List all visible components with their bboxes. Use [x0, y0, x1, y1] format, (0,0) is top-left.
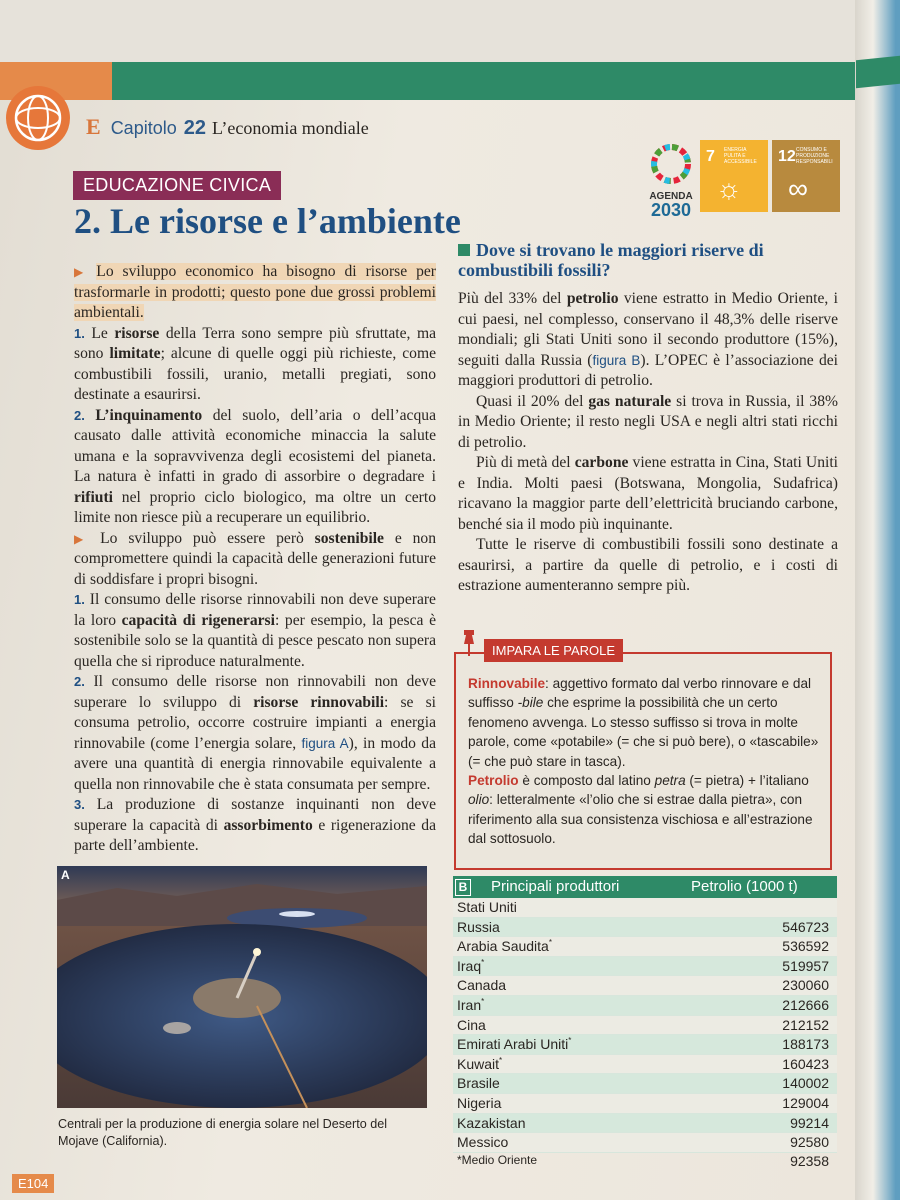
next-page-band	[856, 56, 900, 89]
chapter-number: 22	[183, 117, 206, 139]
gas-paragraph: Quasi il 20% del gas naturale si trova in Russia, il 38% in Medio Oriente; il resto negli USA e negli altri stati ricchi di petrolio.	[458, 392, 838, 451]
table-row	[453, 937, 837, 957]
oil-producers-table	[453, 876, 837, 1171]
figure-a-solar-plant-photo	[57, 866, 427, 1108]
infinity-icon: ∞	[788, 173, 808, 204]
figure-a-label: A	[61, 868, 70, 882]
middle-east-mark: *	[499, 1055, 503, 1065]
page-number: E104	[12, 1174, 54, 1193]
vocabulary-text: Rinnovabile: aggettivo formato dal verbo rinnovare e dal suffisso -bile che esprime la possibilità che un certo fenomeno avvenga. Lo stesso suffisso si trova in molte parole, come «potabile» (= che si può bere), o «tascabile» (= che può stare in tasca). Petrolio è composto dal latino petra (= pietra) + l’italiano olio: letteralmente «l’olio che si estrae dalla pietra», con riferimento alla sua consistenza vischiosa e all’estrazione dal sottosuolo.	[468, 676, 819, 847]
next-page-edge	[855, 0, 900, 1200]
table-footnote: *Medio Oriente 92358	[457, 1152, 829, 1169]
table-row	[453, 1094, 837, 1114]
chapter-header	[86, 114, 369, 140]
sdg-text: CONSUMO E PRODUZIONE RESPONSABILI	[796, 147, 833, 165]
country-cell: Messico	[457, 1134, 509, 1151]
table-row	[453, 976, 837, 996]
country-cell: Iran*	[457, 996, 485, 1013]
left-column	[74, 262, 436, 857]
country-cell: Iraq*	[457, 957, 485, 974]
value-cell: 536592	[782, 938, 829, 955]
table-row	[453, 898, 837, 918]
agenda-label: AGENDA	[649, 191, 693, 202]
figure-a-caption: Centrali per la produzione di energia solare nel Deserto del Mojave (California).	[58, 1117, 388, 1148]
coal-paragraph: Più di metà del carbone viene estratta in Cina, Stati Uniti e India. Molti paesi (Botswana, Mongolia, Sudafrica) ricavano la maggior parte dell’elettricità bruciando carbone, benché sia il modo più inquinante.	[458, 454, 838, 533]
table-row	[453, 957, 837, 977]
value-cell: 140002	[782, 1075, 829, 1092]
middle-east-mark: *	[481, 996, 485, 1006]
table-row	[453, 1133, 837, 1153]
point-2: 2. L’inquinamento del suolo, dell’aria o dell’acqua causato dalle attività economiche minaccia la salute umana e la sopravvivenza degli ecosistemi del pianeta. La natura è infatti in grado di assorbire o degradare i rifiuti nel proprio ciclo biologico, ma oltre un certo limite non riesce più a recuperare un equilibrio.	[74, 406, 436, 526]
country-cell: Nigeria	[457, 1094, 502, 1111]
pushpin-icon	[462, 630, 476, 658]
middle-east-mark: *	[481, 957, 485, 967]
sdg-12-tile	[772, 140, 840, 212]
figure-b-label: B	[455, 879, 471, 896]
table-row	[453, 1114, 837, 1134]
right-column	[458, 289, 838, 597]
intro-paragraph: ▶ Lo sviluppo economico ha bisogno di risorse per trasformarle in prodotti; questo pone due grossi problemi ambientali.	[74, 263, 436, 321]
country-cell: Kazakistan	[457, 1114, 526, 1131]
table-row	[453, 918, 837, 938]
country-cell: Brasile	[457, 1075, 500, 1092]
chapter-logo-icon	[6, 86, 70, 150]
sustain-point-1: 1. Il consumo delle risorse rinnovabili non deve superare la loro capacità di rigenerarsi: per esempio, la pesca è sostenibile solo se la quantità di pesce pescato non supera quella che si riproduce naturalmente.	[74, 591, 437, 670]
value-cell: 546723	[782, 918, 829, 935]
section-letter: E	[86, 114, 101, 139]
column-header-oil: Petrolio (1000 t)	[691, 878, 798, 895]
sustainability-paragraph: ▶ Lo sviluppo può essere però sostenibile e non compromettere quindi la capacità delle generazioni future di soddisfare i propri bisogni.	[74, 529, 437, 588]
table-row	[453, 1074, 837, 1094]
column-header-producers: Principali produttori	[491, 878, 620, 895]
reserves-paragraph: Tutte le riserve di combustibili fossili sono destinate a esaurirsi, a partire da quelle di petrolio, e i costi di estrazione aumenteranno sempre più.	[458, 536, 838, 594]
middle-east-mark: *	[568, 1036, 572, 1046]
value-cell: 188173	[782, 1036, 829, 1053]
value-cell: 99214	[790, 1114, 829, 1131]
value-cell: 230060	[782, 977, 829, 994]
vocabulary-title: IMPARA LE PAROLE	[484, 639, 623, 662]
table-last-value: 92358	[790, 1152, 829, 1169]
point-1: 1. Le risorse della Terra sono sempre più sfruttate, ma sono limitate; alcune di quelle oggi più richieste, come combustibili fossili, uranio, metalli pregiati, sono destinate a esaurirsi.	[74, 324, 436, 403]
table-body	[453, 898, 837, 1153]
table-row	[453, 1035, 837, 1055]
value-cell: 519957	[782, 957, 829, 974]
header-band-green	[112, 62, 862, 100]
sustain-point-2: 2. Il consumo delle risorse non rinnovabili non deve superare lo sviluppo di risorse rinnovabili: se si consuma petrolio, occorre costruire impianti a energia rinnovabile (come l’energia solare, figura A), in modo da avere una quantità di energia rinnovabile equivalente a quella non rinnovabile che è stata consumata per sempre.	[74, 673, 437, 793]
sun-icon: ☼	[716, 173, 742, 204]
value-cell: 92580	[790, 1134, 829, 1151]
country-cell: Cina	[457, 1016, 486, 1033]
term-petrolio: Petrolio	[468, 773, 519, 789]
sdg-number: 7	[706, 148, 715, 165]
oil-paragraph: Più del 33% del petrolio viene estratto in Medio Oriente, i cui paesi, nel complesso, conservano il 48,3% delle riserve mondiali; gli Stati Uniti sono il secondo produttore (15%), seguiti dalla Russia (figura B). L’OPEC è l’associazione dei maggiori produttori di petrolio.	[458, 290, 838, 389]
agenda-2030-logo	[640, 144, 702, 218]
country-cell: Russia	[457, 918, 500, 935]
value-cell: 160423	[782, 1055, 829, 1072]
civic-education-badge: EDUCAZIONE CIVICA	[73, 171, 281, 200]
agenda-year: 2030	[650, 200, 692, 220]
sdg-text: ENERGIA PULITA E ACCESSIBILE	[724, 147, 757, 165]
country-cell: Canada	[457, 977, 507, 994]
country-cell: Emirati Arabi Uniti*	[457, 1036, 572, 1053]
fossil-reserves-heading: Dove si trovano le maggiori riserve di combustibili fossili?	[458, 240, 764, 280]
country-cell: Kuwait*	[457, 1055, 503, 1072]
chapter-label: Capitolo	[110, 118, 177, 138]
middle-east-mark: *	[548, 938, 552, 948]
sustain-point-3: 3. La produzione di sostanze inquinanti non deve superare la capacità di assorbimento e rigenerazione da parte dell’ambiente.	[74, 796, 436, 854]
sdg-number: 12	[778, 148, 796, 165]
value-cell: 212152	[782, 1016, 829, 1033]
table-row	[453, 1055, 837, 1075]
table-row	[453, 1016, 837, 1036]
value-cell: 212666	[782, 996, 829, 1013]
table-header	[453, 876, 837, 898]
chapter-title: L’economia mondiale	[212, 118, 369, 138]
page-title: 2. Le risorse e l’ambiente	[74, 201, 461, 241]
triangle-bullet-icon: ▶	[74, 531, 101, 546]
figure-b-reference[interactable]: figura B	[592, 352, 641, 368]
country-cell: Stati Uniti	[457, 899, 517, 915]
top-margin	[0, 0, 862, 62]
value-cell: 129004	[782, 1094, 829, 1111]
table-row	[453, 996, 837, 1016]
sdg-wheel-icon	[651, 144, 691, 184]
figure-a-reference[interactable]: figura A	[301, 735, 349, 751]
term-rinnovabile: Rinnovabile	[468, 676, 546, 691]
triangle-bullet-icon: ▶	[74, 265, 97, 279]
country-cell: Arabia Saudita*	[457, 938, 552, 955]
sdg-7-tile	[700, 140, 768, 212]
square-bullet-icon	[458, 244, 470, 256]
